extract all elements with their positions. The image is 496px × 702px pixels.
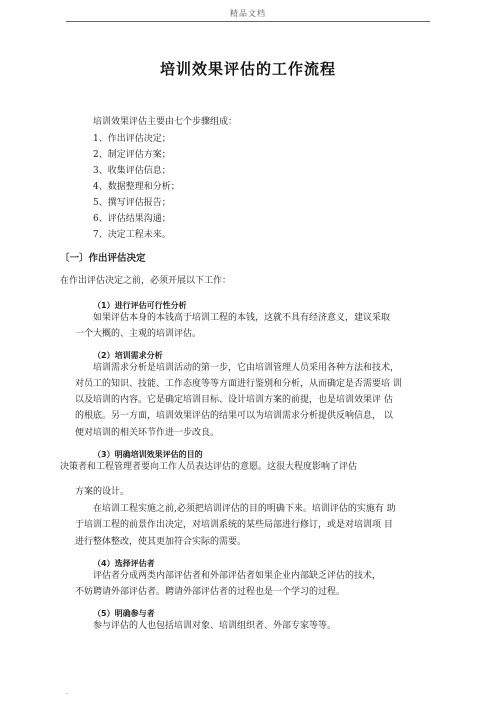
step-item: 4、数据整理和分析； bbox=[93, 182, 180, 192]
header-divider bbox=[66, 21, 430, 22]
paragraph-line: 的根底。另一方面，培训效果评估的结果可以为培训需求分析提供反响信息， 以 bbox=[75, 411, 393, 421]
step-item: 7、决定工程未来。 bbox=[93, 230, 171, 240]
footer-mark: . bbox=[66, 688, 69, 696]
document-title: 培训效果评估的工作流程 bbox=[159, 60, 336, 78]
step-item: 3、收集评估信息； bbox=[93, 166, 171, 176]
section-heading: 〔一〕作出评估决定 bbox=[60, 253, 146, 264]
step-item: 2、制定评估方案； bbox=[93, 150, 171, 160]
paragraph-line: 决策者和工程管理者要向工作人员表达评估的意愿。这很大程度影响了评估 bbox=[60, 462, 358, 472]
step-item: 6、评估结果沟通； bbox=[93, 214, 171, 224]
paragraph-line: 便对培训的相关环节作进一步改良。 bbox=[75, 428, 220, 438]
subsection-heading: （5）明确参与者 bbox=[93, 609, 155, 618]
step-item: 5、撰写评估报告； bbox=[93, 198, 171, 208]
paragraph-line: 培训需求分析是培训活动的第一步，它由培训管理人员采用各种方法和技术， bbox=[93, 363, 400, 373]
subsection-heading: （4）选择评估者 bbox=[93, 559, 155, 568]
paragraph-line: 进行整体整改，使其更加符合实际的需要。 bbox=[75, 537, 247, 547]
subsection-heading: （1）进行评估可行性分析 bbox=[93, 301, 187, 310]
paragraph-line: 于培训工程的前景作出决定，对培训系统的某些局部进行修订，或是对培训项 目 bbox=[75, 520, 393, 530]
paragraph-line: 如果评估本身的本钱高于培训工程的本钱，这就不具有经济意义，建议采取 bbox=[93, 313, 391, 323]
subsection-heading: （3）明确培训效果评估的目的 bbox=[93, 450, 203, 459]
paragraph-line: 评估者分成两类内部评估者和外部评估者如果企业内部缺乏评估的技术， bbox=[93, 571, 382, 581]
paragraph-line: 对员工的知识、技能、工作态度等等方面进行鉴别和分析，从而确定是否需要培 训 bbox=[75, 379, 402, 389]
paragraph-line: 在培训工程实施之前,必须把培训评估的目的明确下来。培训评估的实施有 助 bbox=[93, 504, 396, 514]
section-lead: 在作出评估决定之前，必须开展以下工作： bbox=[60, 276, 232, 286]
paragraph-line: 参与评估的人也包括培训对象、培训组织者、外部专家等等。 bbox=[93, 621, 337, 631]
paragraph-line: 一个大概的、主观的培训评估。 bbox=[75, 329, 202, 339]
subsection-heading: （2）培训需求分析 bbox=[93, 351, 163, 360]
page-header-label: 精品文档 bbox=[230, 9, 266, 18]
paragraph-line: 不妨聘请外部评估者。聘请外部评估者的过程也是一个学习的过程。 bbox=[75, 587, 346, 597]
step-item: 1、作出评估决定； bbox=[93, 134, 171, 144]
paragraph-line: 以及培训的内容。它是确定培训目标、设计培训方案的前提，也是培训效果评 估 bbox=[75, 395, 393, 405]
intro-text: 培训效果评估主要由七个步骤组成： bbox=[93, 117, 238, 127]
paragraph-line: 方案的设计。 bbox=[75, 487, 130, 497]
